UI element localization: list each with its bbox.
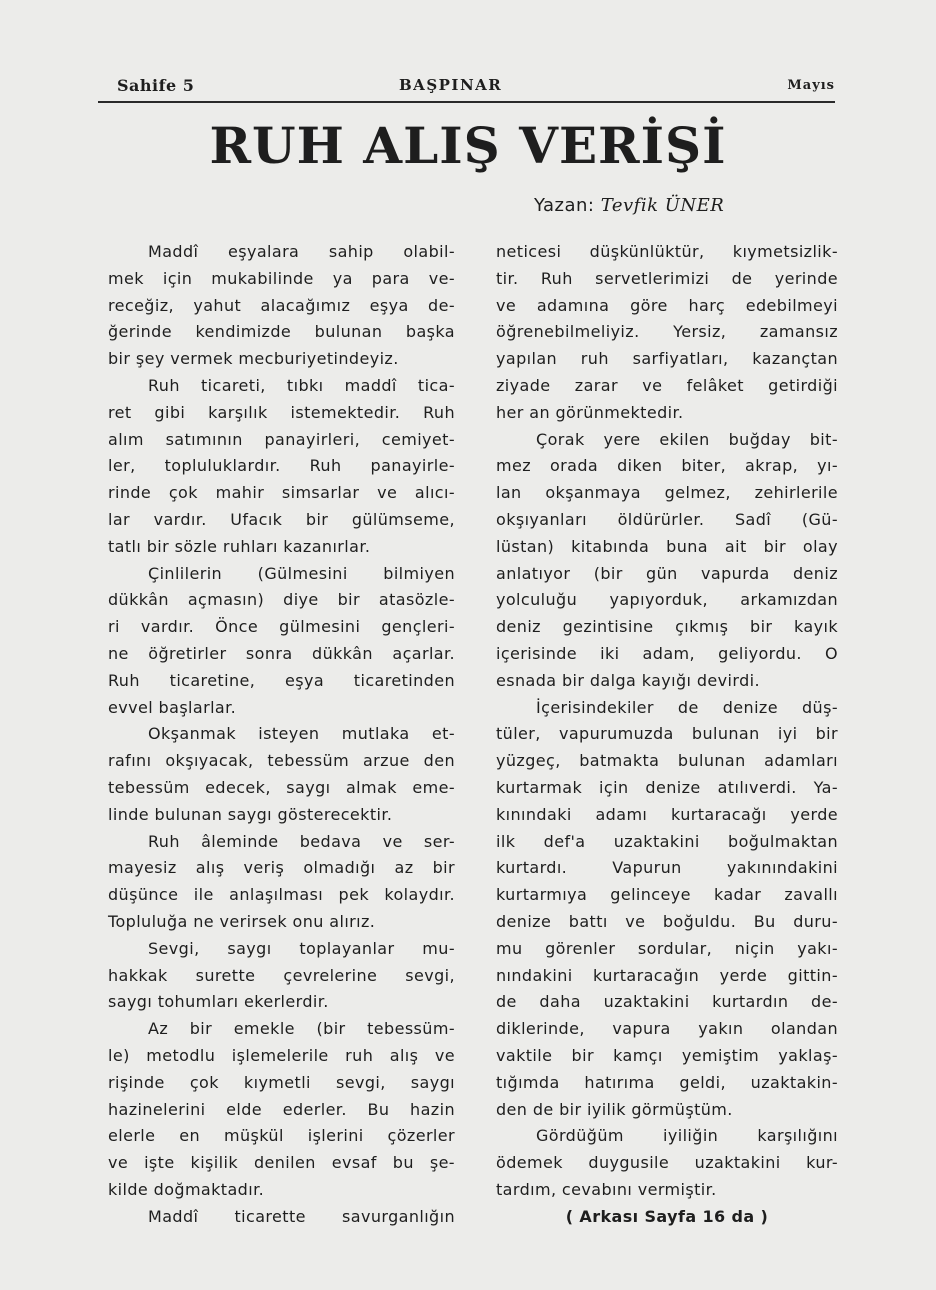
text-line: bir şey vermek mecburiyetindeyiz. <box>108 349 399 369</box>
text-line: yolculuğu yapıyorduk, arkamızdan <box>496 590 838 610</box>
article-title: RUH ALIŞ VERİŞİ <box>209 116 727 175</box>
text-line: deniz gezintisine çıkmış bir kayık <box>496 617 838 637</box>
right-column <box>496 239 838 1230</box>
text-line: de daha uzaktakini kurtardın de- <box>496 992 838 1012</box>
text-line: Çorak yere ekilen buğday bit- <box>536 429 838 449</box>
text-line: tir. Ruh servetlerimizi de yerinde <box>496 268 838 288</box>
text-line: kurtarmak için denize atılıverdi. Ya- <box>496 777 838 797</box>
author-name: Tevfik ÜNER <box>600 195 725 216</box>
text-line: saygı tohumları ekerlerdir. <box>108 992 329 1012</box>
text-line: kilde doğmaktadır. <box>108 1179 265 1199</box>
text-line: hakkak surette çevrelerine sevgi, <box>108 965 455 985</box>
text-line: neticesi düşkünlüktür, kıymetsizlik- <box>496 242 838 261</box>
text-line: kurtardı. Vapurun yakınındakini <box>496 858 838 878</box>
text-line: diklerinde, vapura yakın olandan <box>496 1019 838 1039</box>
text-line: her an görünmektedir. <box>496 402 684 422</box>
page-header <box>117 68 835 100</box>
text-line: tüler, vapurumuzda bulunan iyi bir <box>496 724 838 744</box>
page-number: Sahife 5 <box>117 76 195 95</box>
text-line: alım satımının panayirleri, cemiyet- <box>108 429 455 449</box>
text-line: ler, topluluklardır. Ruh panayirle- <box>108 456 455 476</box>
text-line: lan okşanmaya gelmez, zehirlerile <box>496 483 838 503</box>
text-line: tığımda hatırıma geldi, uzaktakin- <box>496 1072 838 1092</box>
text-line: tebessüm edecek, saygı almak eme- <box>108 777 455 797</box>
text-line: Ruh ticaretine, eşya ticaretinden <box>108 670 455 690</box>
text-line: linde bulunan saygı gösterecektir. <box>108 804 393 824</box>
text-line: yüzgeç, batmakta bulunan adamları <box>496 751 838 771</box>
text-line: tardım, cevabını vermiştir. <box>496 1179 717 1199</box>
issue-month: Mayıs <box>787 78 835 93</box>
text-line: rinde çok mahir simsarlar ve alıcı- <box>108 483 455 503</box>
text-line: Maddî ticarette savurganlığın <box>148 1206 455 1226</box>
journal-name: BAŞPINAR <box>399 76 503 94</box>
text-line: düşünce ile anlaşılması pek kolaydır. <box>108 885 455 905</box>
text-line: okşıyanları öldürürler. Sadî (Gü- <box>496 509 838 529</box>
text-line: içerisinde iki adam, geliyordu. O <box>496 643 838 663</box>
text-line: ödemek duygusile uzaktakini kur- <box>496 1153 838 1173</box>
text-line: anlatıyor (bir gün vapurda deniz <box>496 563 838 583</box>
text-line: vaktile bir kamçı yemiştim yaklaş- <box>496 1045 838 1065</box>
text-line: ziyade zarar ve felâket getirdiği <box>496 375 838 395</box>
text-line: lar vardır. Ufacık bir gülümseme, <box>108 509 455 529</box>
text-line: Gördüğüm iyiliğin karşılığını <box>536 1126 838 1146</box>
text-line: Maddî eşyalara sahip olabil- <box>148 242 455 261</box>
text-line: Topluluğa ne verirsek onu alırız. <box>108 911 376 931</box>
header-rule <box>98 101 835 103</box>
left-column <box>108 239 455 1230</box>
text-line: lüstan) kitabında buna ait bir olay <box>496 536 838 556</box>
text-line: dükkân açmasın) diye bir atasözle- <box>108 590 455 610</box>
text-line: ğerinde kendimizde bulunan başka <box>108 322 455 342</box>
text-line: Az bir emekle (bir tebessüm- <box>148 1019 455 1039</box>
text-line: rafını okşıyacak, tebessüm arzue den <box>108 751 455 771</box>
text-line: mez orada diken biter, akrap, yı- <box>496 456 838 476</box>
text-line: esnada bir dalga kayığı devirdi. <box>496 670 760 690</box>
text-line: mu görenler sordular, niçin yakı- <box>496 938 838 958</box>
text-line: ilk def'a uzaktakini boğulmaktan <box>496 831 838 851</box>
byline-prefix: Yazan: <box>534 195 595 216</box>
text-line: kurtarmıya gelinceye kadar zavallı <box>496 885 838 905</box>
text-line: receğiz, yahut alacağımız eşya de- <box>108 295 455 315</box>
text-line: Ruh âleminde bedava ve ser- <box>148 831 455 851</box>
text-line: le) metodlu işlemelerile ruh alış ve <box>108 1045 455 1065</box>
text-line: tatlı bir sözle ruhları kazanırlar. <box>108 536 371 556</box>
text-line: Çinlilerin (Gülmesini bilmiyen <box>148 563 455 583</box>
text-line: nındakini kurtaracağın yerde gittin- <box>496 965 838 985</box>
text-line: Sevgi, saygı toplayanlar mu- <box>148 938 455 958</box>
text-line: İçerisindekiler de denize düş- <box>536 697 838 717</box>
text-line: kınındaki adamı kurtaracağı yerde <box>496 804 838 824</box>
text-line: hazinelerini elde ederler. Bu hazin <box>108 1099 455 1119</box>
text-line: ret gibi karşılık istemektedir. Ruh <box>108 402 455 422</box>
text-line: mayesiz alış veriş olmadığı az bir <box>108 858 455 878</box>
text-line: evvel başlarlar. <box>108 697 237 717</box>
text-line: rişinde çok kıymetli sevgi, saygı <box>108 1072 455 1092</box>
continued-note: ( Arkası Sayfa 16 da ) <box>565 1206 769 1226</box>
text-line: öğrenebilmeliyiz. Yersiz, zamansız <box>496 322 838 342</box>
text-line: mek için mukabilinde ya para ve- <box>108 268 455 288</box>
text-line: Okşanmak isteyen mutlaka et- <box>148 724 455 744</box>
text-line: elerle en müşkül işlerini çözerler <box>108 1126 455 1146</box>
text-line: ri vardır. Önce gülmesini gençleri- <box>108 617 455 637</box>
text-line: denize battı ve boğuldu. Bu duru- <box>496 911 838 931</box>
text-line: ve adamına göre harç edebilmeyi <box>496 295 838 315</box>
text-line: Ruh ticareti, tıbkı maddî tica- <box>148 375 455 395</box>
byline <box>534 195 724 216</box>
text-line: yapılan ruh sarfiyatları, kazançtan <box>496 349 838 369</box>
text-line: ve işte kişilik denilen evsaf bu şe- <box>108 1153 455 1173</box>
text-line: den de bir iyilik görmüştüm. <box>496 1099 733 1119</box>
text-line: ne öğretirler sonra dükkân açarlar. <box>108 643 455 663</box>
